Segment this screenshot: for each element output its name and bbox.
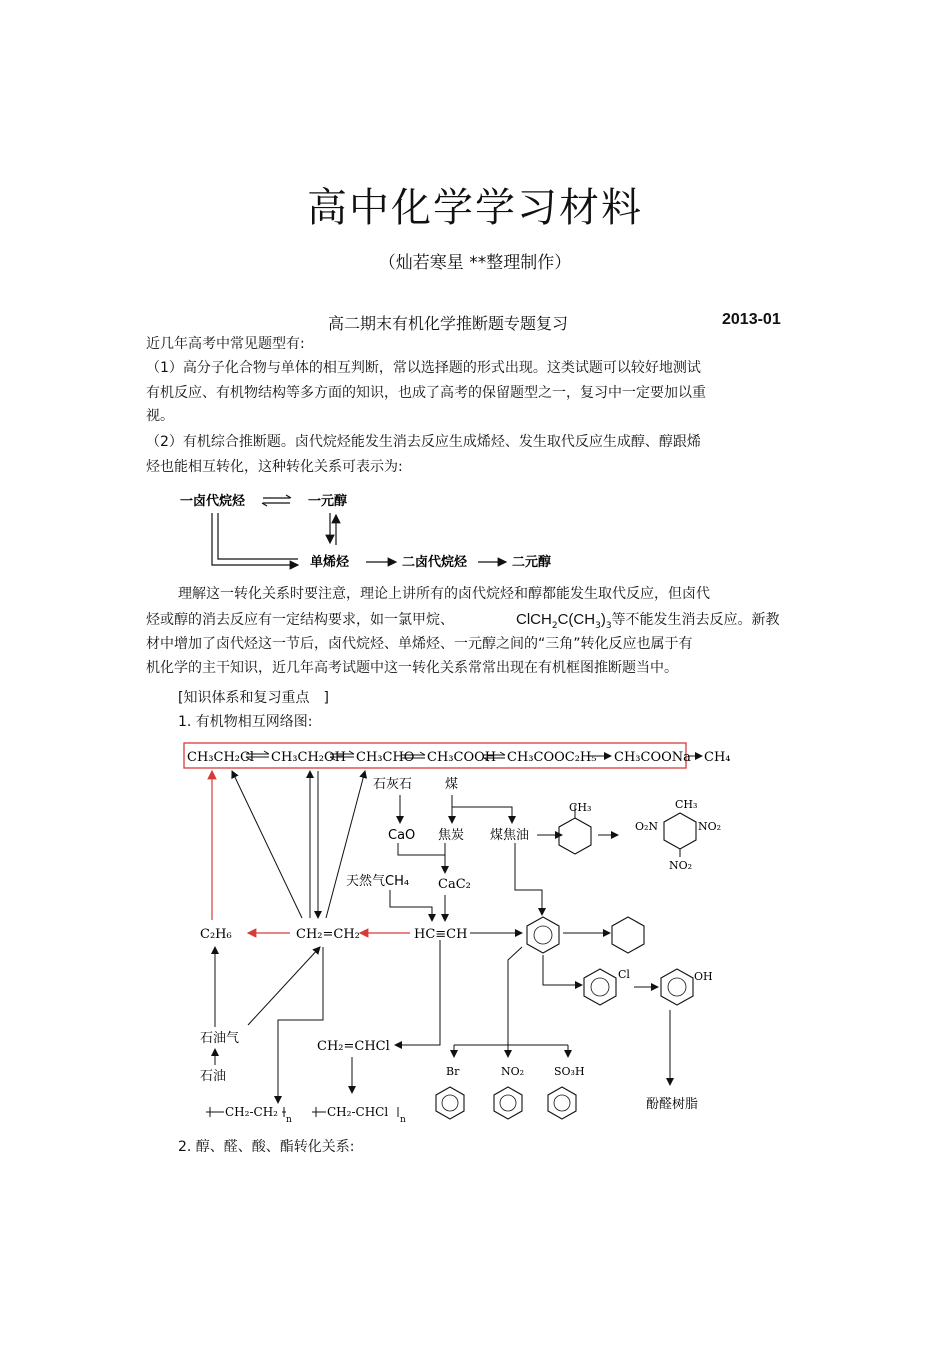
natural-gas-label: 天然气CH₄ (346, 874, 410, 889)
limestone-label: 石灰石 (373, 777, 413, 792)
formula-cch: C(CH (557, 611, 596, 628)
para3-line3: 材中增加了卤代烃这一节后，卤代烷烃、单烯烃、一元醇之间的“三角”转化反应也属于有 (146, 636, 693, 652)
section-label: [知识体系和复习重点 ] (178, 690, 329, 706)
benzenesulfonic-acid-structure (548, 1065, 585, 1119)
acetylene-label: HC≡CH (414, 927, 468, 942)
cyclohexane-structure (612, 917, 644, 953)
coke-label: 焦炭 (438, 828, 465, 843)
para1-line2: 有机反应、有机物结构等多方面的知识，也成了高考的保留题型之一，复习中一定要加以重 (146, 385, 706, 401)
alkene-label: 单烯烃 (310, 555, 350, 570)
tnt-structure (635, 798, 721, 872)
date-label: 2013-01 (722, 311, 781, 328)
para2-line2: 烃也能相互转化，这种转化关系可表示为: (146, 459, 403, 475)
para1-line1: （1）高分子化合物与单体的相互判断，常以选择题的形式出现。这类试题可以较好地测试 (146, 360, 701, 376)
organic-network-diagram (170, 735, 770, 1125)
doc-title: 高中化学学习材料 (307, 185, 643, 231)
tnt-ch3: CH₃ (675, 798, 698, 811)
toluene-ch3: CH₃ (569, 801, 592, 814)
tnt-o2n: O₂N (635, 820, 659, 833)
chain-methane: CH₄ (704, 750, 731, 765)
diol-label: 二元醇 (512, 555, 552, 570)
tnt-no2-bottom: NO₂ (669, 859, 693, 872)
dihalo-label: 二卤代烷烃 (402, 555, 468, 570)
chain-ethanol: CH₃CH₂OH (271, 750, 346, 765)
section-heading: 高二期末有机化学推断题专题复习 (328, 314, 569, 333)
polyethylene-n: n (286, 1115, 292, 1125)
formula-paren: ) (600, 611, 606, 628)
phenolic-resin-label: 酚醛树脂 (646, 1097, 699, 1112)
tnt-no2-right: NO₂ (698, 820, 722, 833)
formula-sub3: 3 (605, 620, 612, 631)
chain-ethyl-acetate: CH₃COOC₂H₅ (507, 750, 597, 765)
chlorobenzene-cl: Cl (618, 968, 630, 981)
vinyl-chloride-label: CH₂=CHCl (317, 1039, 390, 1054)
halo-to-alkene-arrow (212, 513, 298, 565)
conversion-diagram (170, 485, 590, 575)
alcohol-label: 一元醇 (308, 494, 348, 509)
chain-ch3ch2cl: CH₃CH₂Cl (187, 750, 255, 765)
petroleum-gas-label: 石油气 (200, 1031, 240, 1046)
pvc-unit: CH₂-CHCl (327, 1105, 389, 1119)
chain-acetic-acid: CH₃COOH (427, 750, 497, 765)
benzene-structure (527, 917, 559, 953)
intro-text: 近几年高考中常见题型有: (146, 336, 305, 352)
cac2-label: CaC₂ (438, 877, 471, 892)
polyethylene-unit: CH₂-CH₂ (225, 1105, 278, 1119)
ethane-label: C₂H₆ (200, 927, 232, 942)
toluene-structure (559, 801, 591, 854)
formula-main: ClCH (516, 611, 552, 628)
item2-label: 2. 醇、醛、酸、酯转化关系: (178, 1139, 355, 1155)
sulfonic-so3h: SO₃H (554, 1065, 585, 1078)
pvc-structure (312, 1105, 406, 1125)
formula-sub2: 3 (595, 620, 601, 631)
doc-subtitle: （灿若寒星 **整理制作） (378, 253, 572, 273)
para3-line4: 机化学的主干知识，近几年高考试题中这一转化关系常常出现在有机框图推断题当中。 (146, 660, 678, 676)
formula-sub1: 2 (551, 620, 558, 631)
para1-line3: 视。 (146, 408, 174, 424)
coal-tar-label: 煤焦油 (490, 828, 530, 843)
chain-acetaldehyde: CH₃CHO (356, 750, 415, 765)
pvc-n: n (400, 1115, 406, 1125)
petroleum-label: 石油 (200, 1069, 227, 1084)
para3-line2-text: 烃或醇的消去反应有一定结构要求，如一氯甲烷、 (146, 612, 454, 628)
cao-label: CaO (388, 828, 416, 843)
phenol-structure (661, 969, 713, 1005)
para2-line1: （2）有机综合推断题。卤代烷烃能发生消去反应生成烯烃、发生取代反应生成醇、醇跟烯 (146, 434, 701, 450)
phenol-oh: OH (694, 970, 713, 983)
nitrobenzene-no2: NO₂ (501, 1065, 525, 1078)
ethylene-label: CH₂=CH₂ (296, 927, 360, 942)
bromobenzene-br: Br (446, 1065, 460, 1078)
bromobenzene-structure (436, 1065, 464, 1119)
chlorobenzene-structure (584, 968, 630, 1005)
item1-label: 1. 有机物相互网络图: (178, 714, 313, 730)
polyethylene-structure (206, 1105, 292, 1125)
haloalkane-label: 一卤代烷烃 (180, 494, 246, 509)
chain-sodium-acetate: CH₃COONa (614, 750, 691, 765)
nitrobenzene-structure (494, 1065, 524, 1119)
coal-label: 煤 (445, 777, 459, 792)
para3-line1: 理解这一转化关系时要注意，理论上讲所有的卤代烷烃和醇都能发生取代反应，但卤代 (178, 586, 710, 602)
para3-line2-end: 等不能发生消去反应。新教 (611, 612, 780, 628)
